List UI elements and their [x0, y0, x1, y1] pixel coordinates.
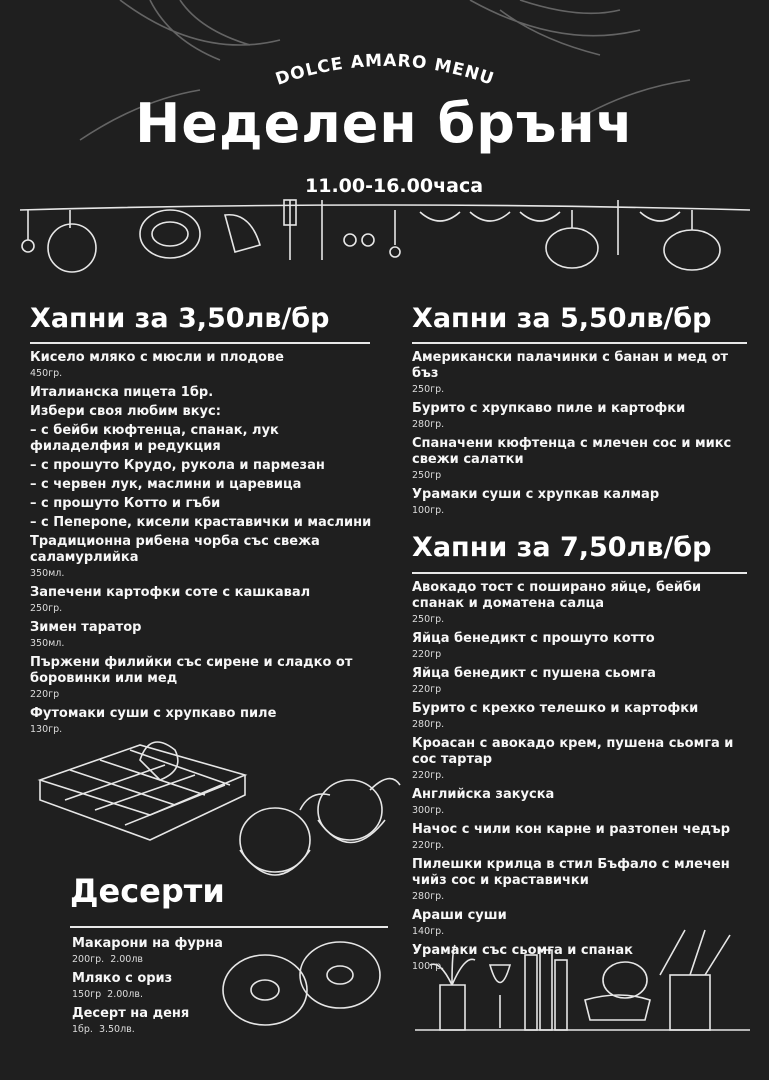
- menu-item-name: Десерт на деня: [72, 1006, 190, 1021]
- muffins-illustration-icon: [240, 779, 400, 875]
- menu-item-name: Футомаки суши с хрупкаво пиле: [30, 706, 277, 721]
- menu-item-name: – с Пеперone, кисели краставички и маслини: [30, 515, 372, 530]
- menu-item-name: – с прошуто Крудо, рукола и пармезан: [30, 458, 325, 473]
- menu-list-3-50: [30, 350, 375, 741]
- menu-item-weight: 200гр. 2.00лв: [72, 954, 144, 965]
- brand-name: DOLCE AMARO MENU: [273, 50, 497, 90]
- menu-item-weight: 250гр.: [30, 603, 63, 614]
- menu-item: [30, 515, 375, 531]
- menu-item-weight: 350мл.: [30, 568, 65, 579]
- menu-item: [30, 620, 375, 652]
- menu-item-weight: 450гр.: [30, 368, 63, 379]
- menu-item: [412, 666, 757, 698]
- menu-item-weight: 220гр: [412, 649, 442, 660]
- menu-item: [412, 350, 757, 398]
- menu-item: [72, 971, 252, 1003]
- menu-item-weight: 130гр.: [30, 724, 63, 735]
- menu-item-name: Кроасан с авокадо крем, пушена сьомга и сос тартар: [412, 736, 734, 767]
- menu-item: [30, 423, 375, 455]
- menu-item-weight: 250гр.: [412, 614, 445, 625]
- menu-item-name: – с червен лук, маслини и царевица: [30, 477, 302, 492]
- menu-item: [30, 458, 375, 474]
- menu-item-weight: 150гр 2.00лв.: [72, 989, 143, 1000]
- menu-item-price: 2.00лв: [110, 954, 144, 965]
- menu-item-name: Американски палачинки с банан и мед от бъз: [412, 350, 729, 381]
- menu-item-weight: 140гр.: [412, 926, 445, 937]
- waffle-illustration-icon: [40, 742, 245, 840]
- menu-item-name: Яйца бенедикт с прошуто котто: [412, 631, 655, 646]
- menu-item: [30, 585, 375, 617]
- section-divider: [30, 342, 370, 344]
- section-heading-7-50: Хапни за 7,50лв/бр: [412, 532, 712, 563]
- menu-item: [412, 857, 757, 905]
- menu-item: [412, 787, 757, 819]
- svg-text:DOLCE AMARO MENU: [273, 51, 497, 90]
- menu-list-7-50: [412, 580, 757, 978]
- menu-item-weight: 280гр.: [412, 419, 445, 430]
- section-heading-5-50: Хапни за 5,50лв/бр: [412, 303, 712, 334]
- menu-item: [30, 655, 375, 703]
- menu-item-name: Запечени картофки соте с кашкавал: [30, 585, 311, 600]
- menu-item-name: Избери своя любим вкус:: [30, 404, 221, 419]
- menu-item-weight: 220гр: [412, 684, 442, 695]
- menu-item: [30, 706, 375, 738]
- section-divider: [70, 926, 388, 928]
- menu-item-name: – с бейби кюфтенца, спанак, лук филаделфия и редукция: [30, 423, 279, 454]
- menu-item: [412, 822, 757, 854]
- menu-item-name: Урамаки със сьомга и спанак: [412, 943, 633, 958]
- menu-item: [30, 477, 375, 493]
- menu-item-name: Пържени филийки със сирене и сладко от боровинки или мед: [30, 655, 353, 686]
- menu-item: [412, 701, 757, 733]
- menu-item-weight: 100гр.: [412, 505, 445, 516]
- menu-item-price: 2.00лв.: [107, 989, 143, 1000]
- menu-list-desserts: [72, 936, 252, 1041]
- menu-item-name: Спаначени кюфтенца с млечен сос и микс свежи салатки: [412, 436, 732, 467]
- menu-item-name: Кисело мляко с мюсли и плодове: [30, 350, 284, 365]
- page-title: Неделен брънч: [135, 92, 634, 155]
- menu-item: [412, 401, 757, 433]
- menu-item-name: Зимен таратор: [30, 620, 142, 635]
- menu-item-name: Италианска пицета 1бр.: [30, 385, 214, 400]
- menu-item-name: Урамаки суши с хрупкав калмар: [412, 487, 660, 502]
- menu-item-weight: 350мл.: [30, 638, 65, 649]
- menu-item-price: 3.50лв.: [98, 1024, 135, 1035]
- hanging-kitchen-utensils-icon: [20, 200, 750, 272]
- menu-item-name: – с прошуто Котто и гъби: [30, 496, 221, 511]
- menu-list-5-50: [412, 350, 757, 522]
- menu-item-name: Араши суши: [412, 908, 507, 923]
- section-divider: [412, 342, 747, 344]
- menu-item: [412, 943, 757, 975]
- menu-item: [412, 580, 757, 628]
- menu-item-name: Макарони на фурна: [72, 936, 223, 951]
- menu-item-weight: 100гр.: [412, 961, 445, 972]
- menu-item: [412, 436, 757, 484]
- menu-item: [30, 534, 375, 582]
- menu-item-name: Пилешки крилца в стил Бъфало с млечен чийз сос и краставички: [412, 857, 730, 888]
- menu-item: [412, 631, 757, 663]
- menu-item-weight: 220гр: [30, 689, 60, 700]
- opening-hours: 11.00-16.00часа: [305, 175, 484, 197]
- menu-item-weight: 220гр.: [412, 770, 445, 781]
- menu-item-weight: 300гр.: [412, 805, 445, 816]
- menu-item-weight: 220гр.: [412, 840, 445, 851]
- menu-item: [30, 385, 375, 401]
- menu-item-weight: 250гр.: [412, 384, 445, 395]
- menu-item: [72, 936, 252, 968]
- menu-item: [412, 487, 757, 519]
- menu-item-name: Традиционна рибена чорба със свежа саламурлийка: [30, 534, 320, 565]
- menu-item-weight: 250гр: [412, 470, 442, 481]
- menu-item: [412, 736, 757, 784]
- menu-item: [30, 404, 375, 420]
- menu-item-name: Авокадо тост с поширано яйце, бейби спанак и доматена салца: [412, 580, 702, 611]
- menu-item-name: Бурито с крехко телешко и картофки: [412, 701, 699, 716]
- menu-item-weight: 280гр.: [412, 891, 445, 902]
- menu-item-name: Бурито с хрупкаво пиле и картофки: [412, 401, 686, 416]
- section-divider: [412, 572, 747, 574]
- menu-item-weight: 280гр.: [412, 719, 445, 730]
- menu-item-name: Начос с чили кон карне и разтопен чедър: [412, 822, 731, 837]
- menu-item-name: Мляко с ориз: [72, 971, 173, 986]
- section-heading-3-50: Хапни за 3,50лв/бр: [30, 303, 330, 334]
- menu-item-name: Яйца бенедикт с пушена сьомга: [412, 666, 656, 681]
- menu-item-name: Английска закуска: [412, 787, 555, 802]
- menu-item-weight: 1бр. 3.50лв.: [72, 1024, 135, 1035]
- menu-item: [30, 496, 375, 512]
- menu-item: [412, 908, 757, 940]
- menu-item: [72, 1006, 252, 1038]
- brand-arc: [255, 42, 515, 92]
- section-heading-desserts: Десерти: [70, 872, 225, 910]
- menu-item: [30, 350, 375, 382]
